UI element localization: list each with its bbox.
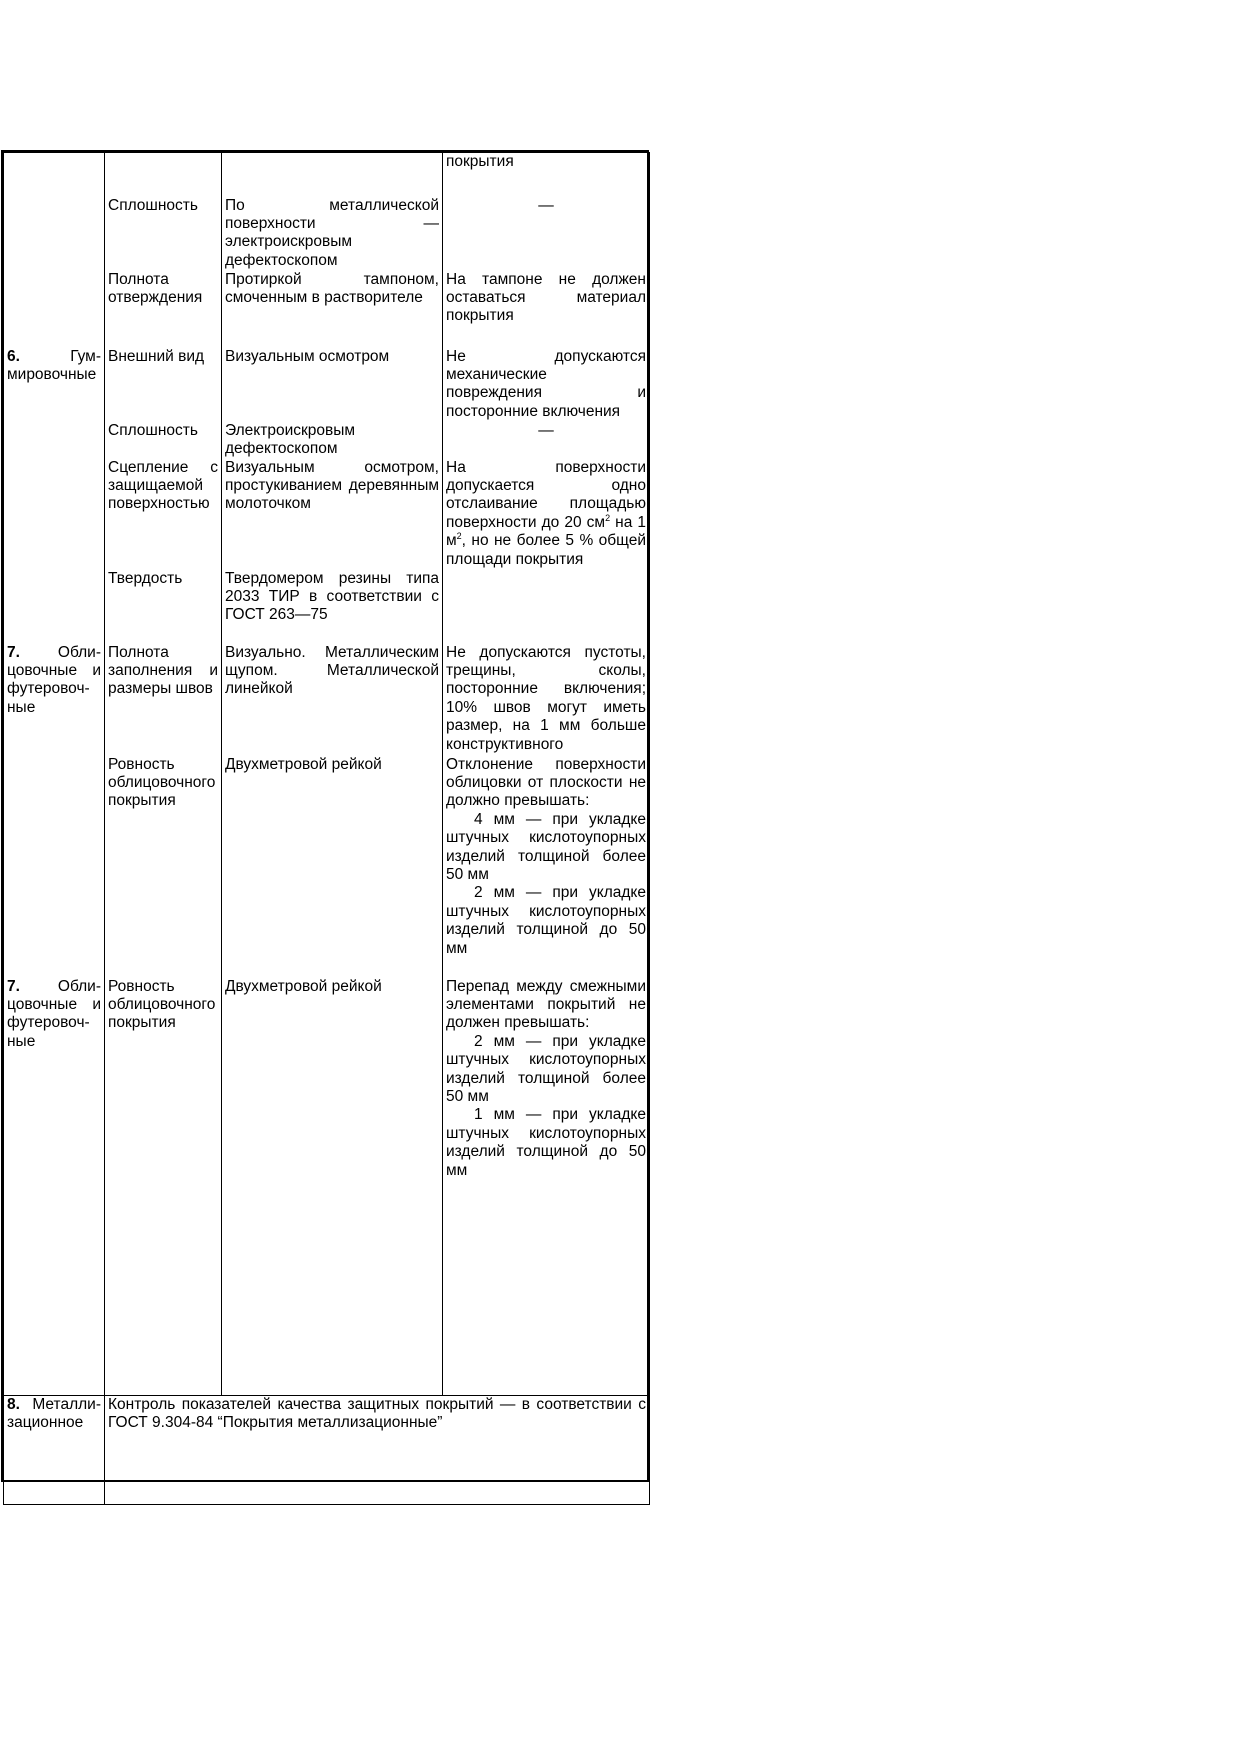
cell-indicator: Полнота отверждения xyxy=(105,271,222,348)
cell-type xyxy=(4,459,105,570)
table-row xyxy=(4,197,650,271)
cell-requirement: — xyxy=(443,422,650,459)
requirement-paragraph: Отклонение поверхности облицовки от плоскости не должно превышать: xyxy=(446,755,646,810)
table-row xyxy=(4,570,650,644)
cell-requirement: На поверхности допускается одно отслаивание площадью поверхности до 20 $см^2$ на 1 $м^2$, но не более 5 % общей площади покрытия xyxy=(443,459,650,570)
cell-requirement xyxy=(443,978,650,1396)
cell-indicator: Внешний вид xyxy=(105,348,222,422)
cell-indicator: Твердость xyxy=(105,570,222,644)
table xyxy=(3,152,650,1505)
group-name-part1: Обли- xyxy=(57,643,101,661)
table-row xyxy=(4,271,650,348)
cell-type xyxy=(4,570,105,644)
table-row xyxy=(4,978,650,1396)
cell-requirement: Не допускаются механические повреждения и посторонние включения xyxy=(443,348,650,422)
cell-requirement: покрытия xyxy=(443,153,650,197)
cell-requirement: — xyxy=(443,197,650,271)
table-row xyxy=(4,348,650,422)
cell-type xyxy=(4,978,105,1396)
table-row xyxy=(4,459,650,570)
cell-method: Визуальным осмотром, простукиванием деревянным молоточком xyxy=(222,459,443,570)
cell-requirement: Не допускаются пустоты, трещины, сколы, посторонние включения; 10% швов могут иметь размер, на 1 мм больше конструктивного xyxy=(443,644,650,756)
cell-requirement xyxy=(443,570,650,644)
cell-type xyxy=(4,271,105,348)
cell-method: Твердомером резины типа 2033 ТИР в соответствии с ГОСТ 263—75 xyxy=(222,570,443,644)
requirement-paragraph: 2 мм — при укладке штучных кислотоупорных изделий толщиной более 50 мм xyxy=(446,1032,646,1105)
cell-indicator: Ровность облицовочного покрытия xyxy=(105,756,222,978)
cell-method: Двухметровой рейкой xyxy=(222,756,443,978)
requirement-paragraph: 1 мм — при укладке штучных кислотоупорных изделий толщиной до 50 мм xyxy=(446,1106,646,1179)
group-number: 6. xyxy=(7,347,20,365)
cell-indicator: Сцепление с защищаемой поверхностью xyxy=(105,459,222,570)
requirement-paragraph: Перепад между смежными элементами покрытий не должен превышать: xyxy=(446,977,646,1032)
table-row xyxy=(4,1396,650,1505)
cell-type xyxy=(4,348,105,422)
requirement-paragraph: 4 мм — при укладке штучных кислотоупорных изделий толщиной более 50 мм xyxy=(446,810,646,883)
cell-method: Протиркой тампоном, смоченным в растворителе xyxy=(222,271,443,348)
table-row xyxy=(4,422,650,459)
group-number: 8. xyxy=(7,1396,20,1413)
group-name-part1: Обли- xyxy=(57,977,101,995)
cell-type xyxy=(4,197,105,271)
group-name-part1: Металли- xyxy=(32,1396,101,1413)
group-name-part2: цовочные и футеровоч-ные xyxy=(7,995,101,1050)
cell-method: Двухметровой рейкой xyxy=(222,978,443,1396)
group-number: 7. xyxy=(7,643,20,661)
cell-type xyxy=(4,1396,105,1505)
cell-method: Электроискровым дефектоскопом xyxy=(222,422,443,459)
cell-type xyxy=(4,153,105,197)
cell-indicator: Ровность облицовочного покрытия xyxy=(105,978,222,1396)
group-name-part2: мировочные xyxy=(7,365,97,383)
cell-method: Визуально. Металлическим щупом. Металлической линейкой xyxy=(222,644,443,756)
table-row xyxy=(4,756,650,978)
group-name-part1: Гум- xyxy=(70,347,101,365)
cell-type xyxy=(4,756,105,978)
group-name-part2: цовочные и футеровоч-ные xyxy=(7,661,101,716)
cell-method: Визуальным осмотром xyxy=(222,348,443,422)
cell-method: По металлической поверхности — электроискровым дефектоскопом xyxy=(222,197,443,271)
cell-type xyxy=(4,422,105,459)
cell-requirement: На тампоне не должен оставаться материал покрытия xyxy=(443,271,650,348)
requirement-paragraph: 2 мм — при укладке штучных кислотоупорных изделий толщиной до 50 мм xyxy=(446,884,646,957)
table-row xyxy=(4,644,650,756)
cell-type xyxy=(4,644,105,756)
cell-indicator: Сплошность xyxy=(105,197,222,271)
cell-method xyxy=(222,153,443,197)
group-number: 7. xyxy=(7,977,20,995)
cell-indicator: Сплошность xyxy=(105,422,222,459)
cell-indicator: Полнота заполнения и размеры швов xyxy=(105,644,222,756)
quality-control-table xyxy=(1,150,649,1482)
group-name-part2: зационное xyxy=(7,1414,84,1432)
table-row xyxy=(4,153,650,197)
cell-requirement xyxy=(443,756,650,978)
cell-indicator xyxy=(105,153,222,197)
cell-merged-description: Контроль показателей качества защитных покрытий — в соответствии с ГОСТ 9.304-84 “Покрытия металлизационные” xyxy=(105,1396,650,1505)
